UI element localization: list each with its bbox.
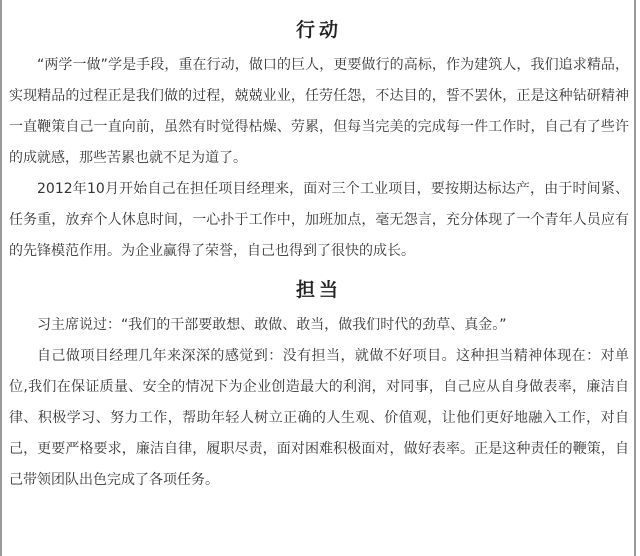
section-heading-responsibility: 担当 <box>295 279 342 301</box>
paragraph-quote: 习主席说过：“我们的干部要敢想、敢做、敢当，做我们时代的劲草、真金。” <box>37 317 507 333</box>
paragraph-responsibility: 自己做项目经理几年来深深的感觉到：没有担当，就做不好项目。这种担当精神体现在：对单位,我们在保证质量、安全的情况下为企业创造最大的利润，对同事，自己应从自身做表率，廉洁自律、积极学习、努力工作，帮助年轻人树立正确的人生观、价值观，让他们更好地融入工作，对自己，更要严格要求，廉洁自律，履职尽责，面对困难积极面对，做好表率。正是这种责任的鞭策，自己带领团队出色完成了各项任务。 <box>9 348 629 488</box>
section-heading-action: 行动 <box>295 19 342 41</box>
paragraph-project-manager-2012: 2012年10月开始自己在担任项目经理来，面对三个工业项目，要按期达标达产，由于时间紧、任务重，放弃个人休息时间，一心扑于工作中，加班加点，毫无怨言，充分体现了一个青年人员应有的先锋模范作用。为企业赢得了荣誉，自己也得到了很快的成长。 <box>9 181 629 259</box>
article-body <box>9 10 629 496</box>
paragraph-two-learn-one-do: “两学一做”学是手段，重在行动，做口的巨人，更要做行的高标，作为建筑人，我们追求精品，实现精品的过程正是我们做的过程，兢兢业业，任劳任怨，不达目的，誓不罢休，正是这种钻研精神一直鞭策自己一直向前，虽然有时觉得枯燥、劳累，但每当完美的完成每一件工作时，自己有了些许的成就感，那些苦累也就不足为道了。 <box>9 57 629 166</box>
